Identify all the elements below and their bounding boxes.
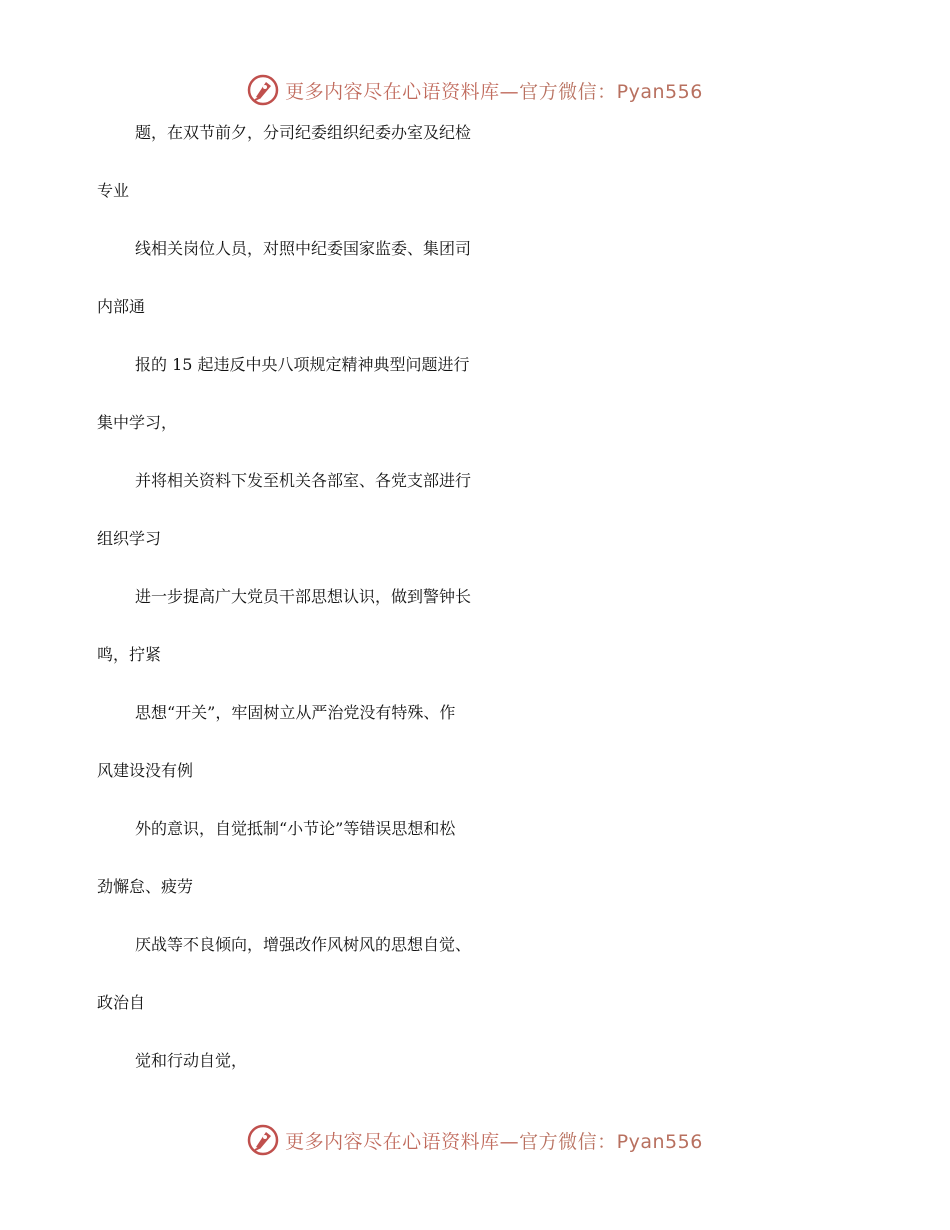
text-line: 风建设没有例 [97,761,194,780]
text-line: 集中学习， [97,413,178,432]
footer-watermark-main: 更多内容尽在心语资料库— [285,1130,520,1153]
text-line: 并将相关资料下发至机关各部室、各党支部进行 [135,471,472,490]
footer-watermark-text [285,1127,703,1154]
text-line: 政治自 [97,993,146,1012]
text-line: 鸣，拧紧 [97,645,162,664]
header-watermark-main: 更多内容尽在心语资料库— [285,80,520,103]
text-line: 专业 [97,181,130,200]
footer-watermark-inner [247,1124,703,1156]
text-line: 线相关岗位人员，对照中纪委国家监委、集团司 [135,239,472,258]
text-line: 思想“开关”，牢固树立从严治党没有特殊、作 [135,703,456,722]
text-line: 觉和行动自觉， [135,1051,248,1070]
footer-watermark-wechat: 官方微信：Pyan556 [519,1130,703,1153]
pen-nib-logo-icon [247,74,279,106]
text-line: 进一步提高广大党员干部思想认识，做到警钟长 [135,587,472,606]
text-line: 组织学习 [97,529,162,548]
text-line: 报的 15 起违反中央八项规定精神典型问题进行 [135,355,470,374]
text-line: 劲懈怠、疲劳 [97,877,194,896]
header-watermark-inner [247,74,703,106]
footer-watermark-banner [0,1120,950,1160]
header-watermark-wechat: 官方微信：Pyan556 [519,80,703,103]
text-line: 内部通 [97,297,146,316]
text-line: 题，在双节前夕，分司纪委组织纪委办室及纪检 [135,123,472,142]
document-body [97,120,857,1106]
header-watermark-text [285,77,703,104]
text-line: 厌战等不良倾向，增强改作风树风的思想自觉、 [135,935,472,954]
pen-nib-logo-icon [247,1124,279,1156]
text-line: 外的意识，自觉抵制“小节论”等错误思想和松 [135,819,456,838]
header-watermark-banner [0,70,950,110]
